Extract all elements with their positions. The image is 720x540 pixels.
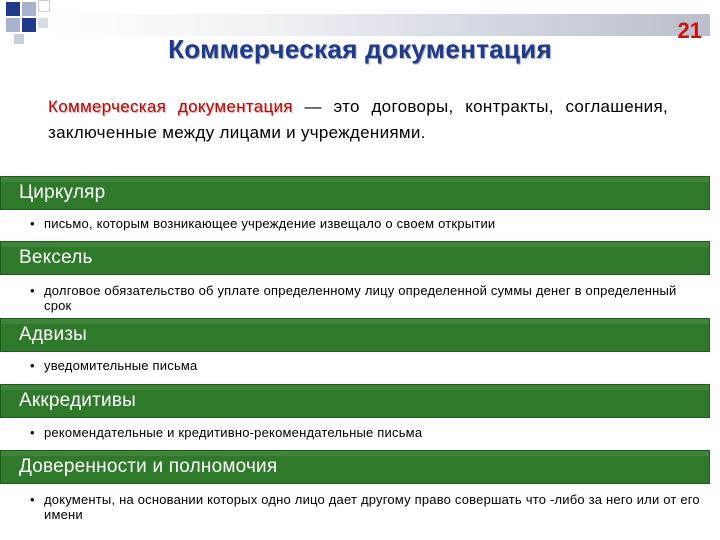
bullet-text: уведомительные письма (44, 358, 198, 373)
slide-title: Коммерческая документация (168, 34, 552, 64)
section-bullet-power-of-attorney (30, 492, 700, 522)
section-bullet-circular (30, 216, 700, 231)
bullet-dot: • (30, 283, 35, 298)
header-bar (48, 14, 710, 43)
section-heading-advice: Адвизы (0, 318, 710, 352)
bullet-dot: • (30, 358, 35, 373)
section-heading-circular: Циркуляр (0, 176, 710, 210)
section-heading-power-of-attorney: Доверенности и полномочия (0, 450, 710, 484)
bullet-text: долговое обязательство об уплате определенному лицу определенной суммы денег в определенный срок (44, 283, 677, 313)
slide-number: 21 (677, 18, 702, 43)
section-bullet-letters-of-credit (30, 425, 700, 440)
bullet-dot: • (30, 216, 35, 231)
section-heading-bill: Вексель (0, 241, 710, 275)
bullet-text: документы, на основании которых одно лицо дает другому право совершать что -либо за него или от его имени (44, 492, 700, 522)
bullet-text: рекомендательные и кредитивно-рекомендательные письма (44, 425, 423, 440)
intro-paragraph (48, 94, 668, 146)
bullet-dot: • (30, 492, 35, 507)
section-bullet-bill (30, 283, 700, 313)
intro-term: Коммерческая документация (48, 97, 293, 116)
section-bullet-advice (30, 358, 700, 373)
intro-text: — это договоры, контракты, соглашения, заключенные между лицами и учреждениями. (48, 97, 668, 142)
bullet-text: письмо, которым возникающее учреждение извещало о своем открытии (44, 216, 496, 231)
section-heading-letters-of-credit: Аккредитивы (0, 384, 710, 418)
bullet-dot: • (30, 425, 35, 440)
